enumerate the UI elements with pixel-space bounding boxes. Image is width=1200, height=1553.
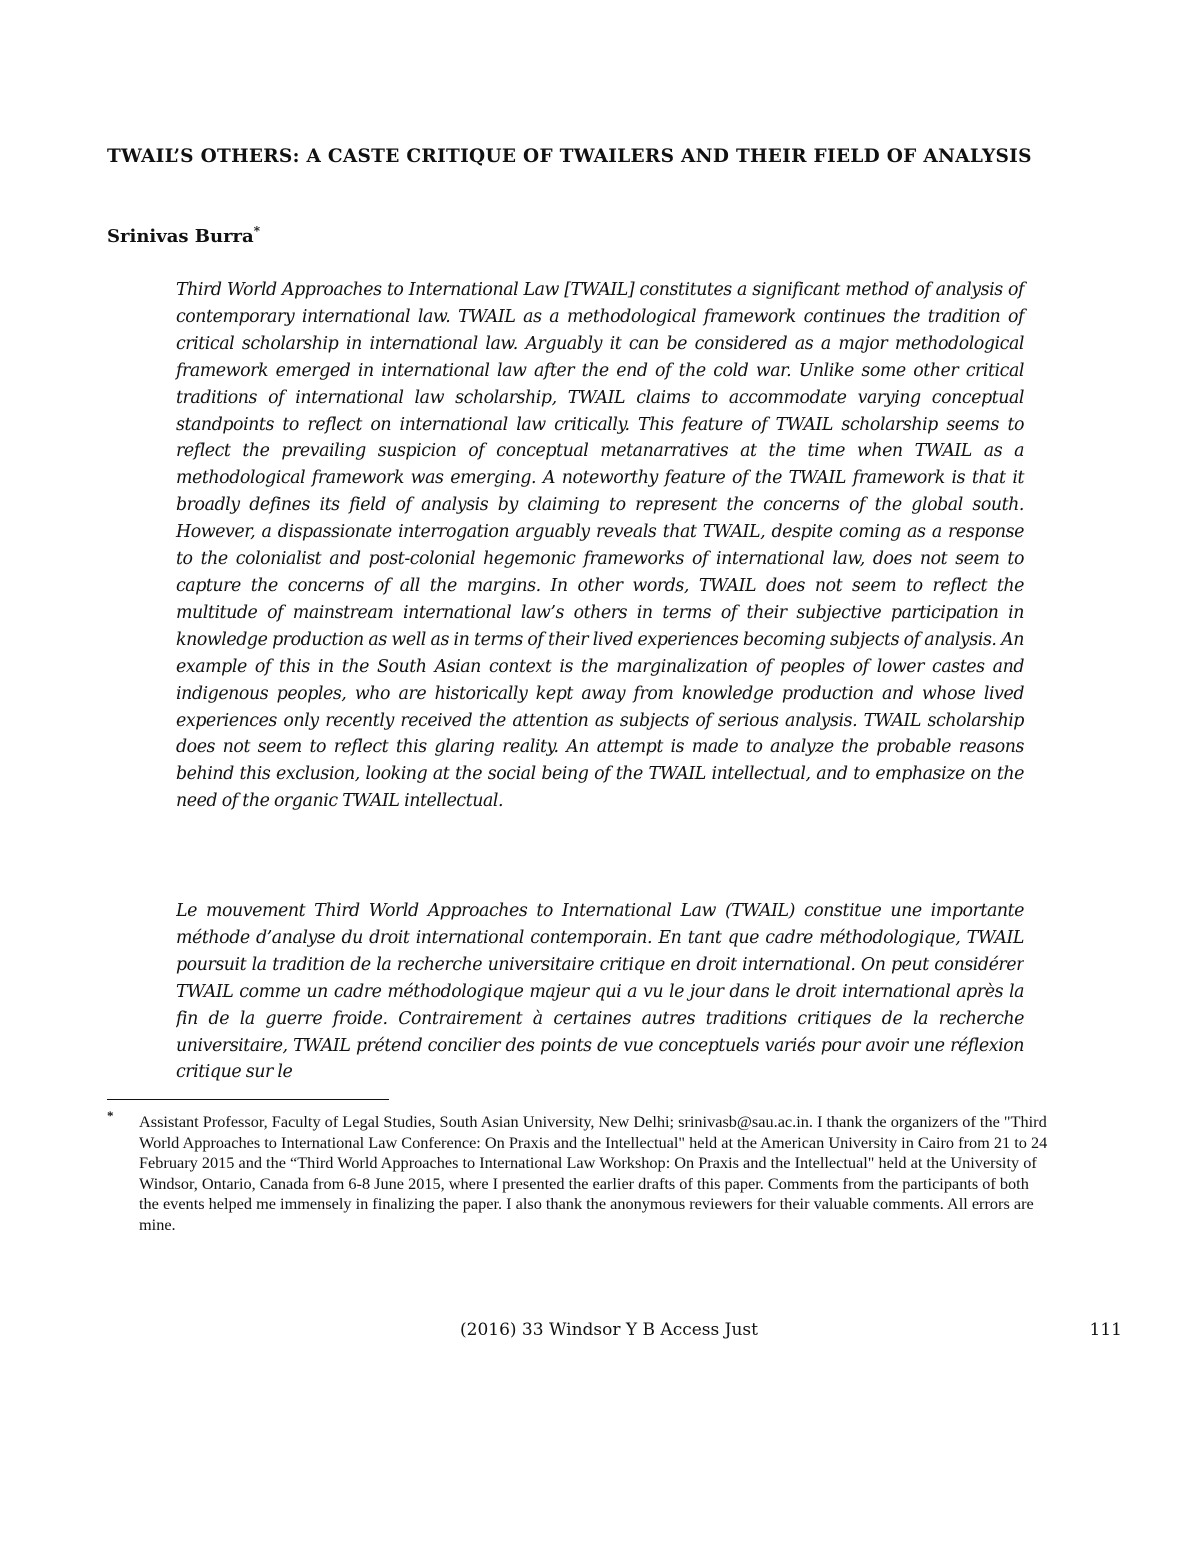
article-title: TWAIL’S OTHERS: A CASTE CRITIQUE OF TWAILERS AND THEIR FIELD OF ANALYSIS [107, 146, 1032, 167]
author-footnote-mark[interactable]: * [253, 224, 260, 238]
journal-citation: (2016) 33 Windsor Y B Access Just [460, 1320, 758, 1340]
footnote-separator [107, 1099, 389, 1100]
footnote [107, 1108, 1051, 1236]
author-line [107, 224, 260, 250]
author-name: Srinivas Burra [107, 226, 254, 247]
footnote-text: Assistant Professor, Faculty of Legal Studies, South Asian University, New Delhi; srinivasb@sau.ac.in. I thank the organizers of the "Third World Approaches to International Law Conference: On Praxis and the Intellectual" held at the American University in Cairo from 21 to 24 February 2015 and the “Third World Approaches to International Law Workshop: On Praxis and the Intellectual" held at the University of Windsor, Ontario, Canada from 6-8 June 2015, where I presented the earlier drafts of this paper. Comments from the participants of both the events helped me immensely in finalizing the paper. I also thank the anonymous reviewers for their valuable comments. All errors are mine. [139, 1112, 1048, 1234]
abstract-english: Third World Approaches to International Law [TWAIL] constitutes a significant method of analysis of contemporary international law. TWAIL as a methodological framework continues the tradition of critical scholarship in international law. Arguably it can be considered as a major methodological framework emerged in international law after the end of the cold war. Unlike some other critical traditions of international law scholarship, TWAIL claims to accommodate varying conceptual standpoints to reflect on international law critically. This feature of TWAIL scholarship seems to reflect the prevailing suspicion of conceptual metanarratives at the time when TWAIL as a methodological framework was emerging. A noteworthy feature of the TWAIL framework is that it broadly defines its field of analysis by claiming to represent the concerns of the global south. However, a dispassionate interrogation arguably reveals that TWAIL, despite coming as a response to the colonialist and post-colonial hegemonic frameworks of international law, does not seem to capture the concerns of all the margins. In other words, TWAIL does not seem to reflect the multitude of mainstream international law’s others in terms of their subjective participation in knowledge production as well as in terms of their lived experiences becoming subjects of analysis. An example of this in the South Asian context is the marginalization of peoples of lower castes and indigenous peoples, who are historically kept away from knowledge production and whose lived experiences only recently received the attention as subjects of serious analysis. TWAIL scholarship does not seem to reflect this glaring reality. An attempt is made to analyze the probable reasons behind this exclusion, looking at the social being of the TWAIL intellectual, and to emphasize on the need of the organic TWAIL intellectual. [176, 280, 1024, 812]
page-number: 111 [1089, 1320, 1122, 1340]
footnote-marker: * [107, 1108, 114, 1123]
abstract-french: Le mouvement Third World Approaches to International Law (TWAIL) constitue une importante méthode d’analyse du droit international contemporain. En tant que cadre méthodologique, TWAIL poursuit la tradition de la recherche universitaire critique en droit international. On peut considérer TWAIL comme un cadre méthodologique majeur qui a vu le jour dans le droit international après la fin de la guerre froide. Contrairement à certaines autres traditions critiques de la recherche universitaire, TWAIL prétend concilier des points de vue conceptuels variés pour avoir une réflexion critique sur le [176, 901, 1024, 1083]
